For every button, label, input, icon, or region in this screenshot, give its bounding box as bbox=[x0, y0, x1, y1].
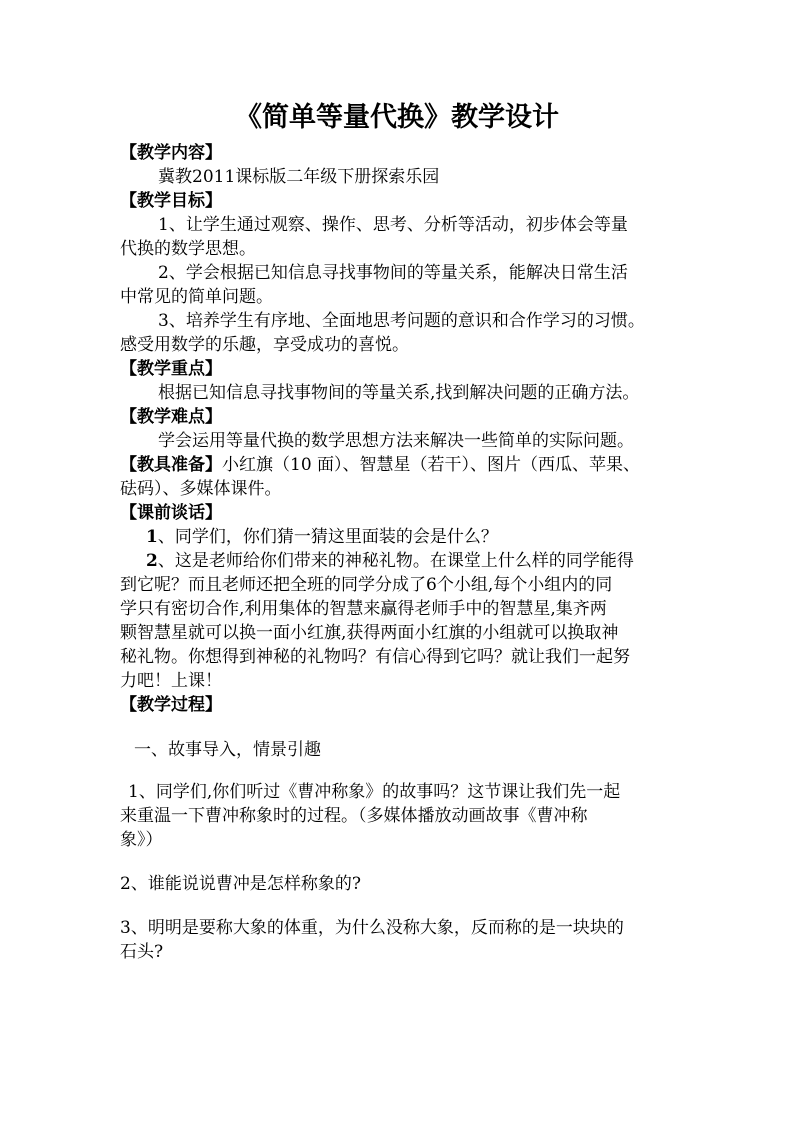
talk-2-line-4: 颗智慧星就可以换一面小红旗,获得两面小红旗的小组就可以换取神 bbox=[120, 623, 619, 643]
key-points-text: 根据已知信息寻找事物间的等量关系,找到解决问题的正确方法。 bbox=[158, 383, 640, 403]
talk-1-text: 、同学们，你们猜一猜这里面装的会是什么？ bbox=[157, 527, 498, 547]
talk-2-line-2: 到它呢？而且老师还把全班的同学分成了6个小组,每个小组内的同 bbox=[120, 575, 613, 595]
difficulty-heading: 【教学难点】 bbox=[120, 407, 222, 427]
talk-2-line-1 bbox=[146, 549, 634, 573]
tools-line-1 bbox=[120, 453, 640, 477]
talk-2-number: 2 bbox=[146, 551, 158, 571]
pre-class-talk-heading: 【课前谈话】 bbox=[120, 503, 222, 523]
difficulty-text: 学会运用等量代换的数学思想方法来解决一些简单的实际问题。 bbox=[158, 431, 634, 451]
talk-2-line-6: 力吧！上课！ bbox=[120, 671, 222, 691]
goal-1-line-1: 1、让学生通过观察、操作、思考、分析等活动，初步体会等量 bbox=[158, 215, 628, 235]
document-title: 《简单等量代换》教学设计 bbox=[235, 102, 559, 133]
step-1-line-1: 1、同学们,你们听过《曹冲称象》的故事吗？这节课让我们先一起 bbox=[128, 782, 621, 802]
section-1-title: 一、故事导入，情景引趣 bbox=[134, 740, 321, 760]
step-1-line-3: 象》） bbox=[120, 830, 163, 850]
goal-1-line-2: 代换的数学思想。 bbox=[120, 239, 256, 259]
talk-1-line bbox=[146, 525, 498, 549]
step-2-text: 2、谁能说说曹冲是怎样称象的? bbox=[120, 874, 361, 894]
tools-text: 小红旗（10 面）、智慧星（若干）、图片（西瓜、苹果、 bbox=[222, 455, 641, 475]
step-3-line-2: 石头? bbox=[120, 942, 164, 962]
talk-2-line-5: 秘礼物。你想得到神秘的礼物吗？有信心得到它吗？就让我们一起努 bbox=[120, 647, 630, 667]
step-1-line-2: 来重温一下曹冲称象时的过程。（多媒体播放动画故事《曹冲称 bbox=[120, 806, 588, 826]
teaching-content-text: 冀教2011课标版二年级下册探索乐园 bbox=[158, 167, 440, 187]
tools-heading: 【教具准备】 bbox=[120, 455, 222, 475]
teaching-process-heading: 【教学过程】 bbox=[120, 695, 222, 715]
talk-2-text: 、这是老师给你们带来的神秘礼物。在课堂上什么样的同学能得 bbox=[157, 551, 634, 571]
teaching-content-heading: 【教学内容】 bbox=[120, 143, 222, 163]
goal-3-line-2: 感受用数学的乐趣，享受成功的喜悦。 bbox=[120, 335, 409, 355]
goal-3-line-1: 3、培养学生有序地、全面地思考问题的意识和合作学习的习惯。 bbox=[158, 311, 645, 331]
step-3-line-1: 3、明明是要称大象的体重，为什么没称大象，反而称的是一块块的 bbox=[120, 918, 624, 938]
teaching-goals-heading: 【教学目标】 bbox=[120, 191, 222, 211]
key-points-heading: 【教学重点】 bbox=[120, 359, 222, 379]
tools-line-2: 砝码）、多媒体课件。 bbox=[120, 479, 282, 499]
talk-2-line-3: 学只有密切合作,利用集体的智慧来赢得老师手中的智慧星,集齐两 bbox=[120, 599, 607, 619]
goal-2-line-2: 中常见的简单问题。 bbox=[120, 287, 273, 307]
goal-2-line-1: 2、学会根据已知信息寻找事物间的等量关系，能解决日常生活 bbox=[158, 263, 628, 283]
talk-1-number: 1 bbox=[146, 527, 158, 547]
